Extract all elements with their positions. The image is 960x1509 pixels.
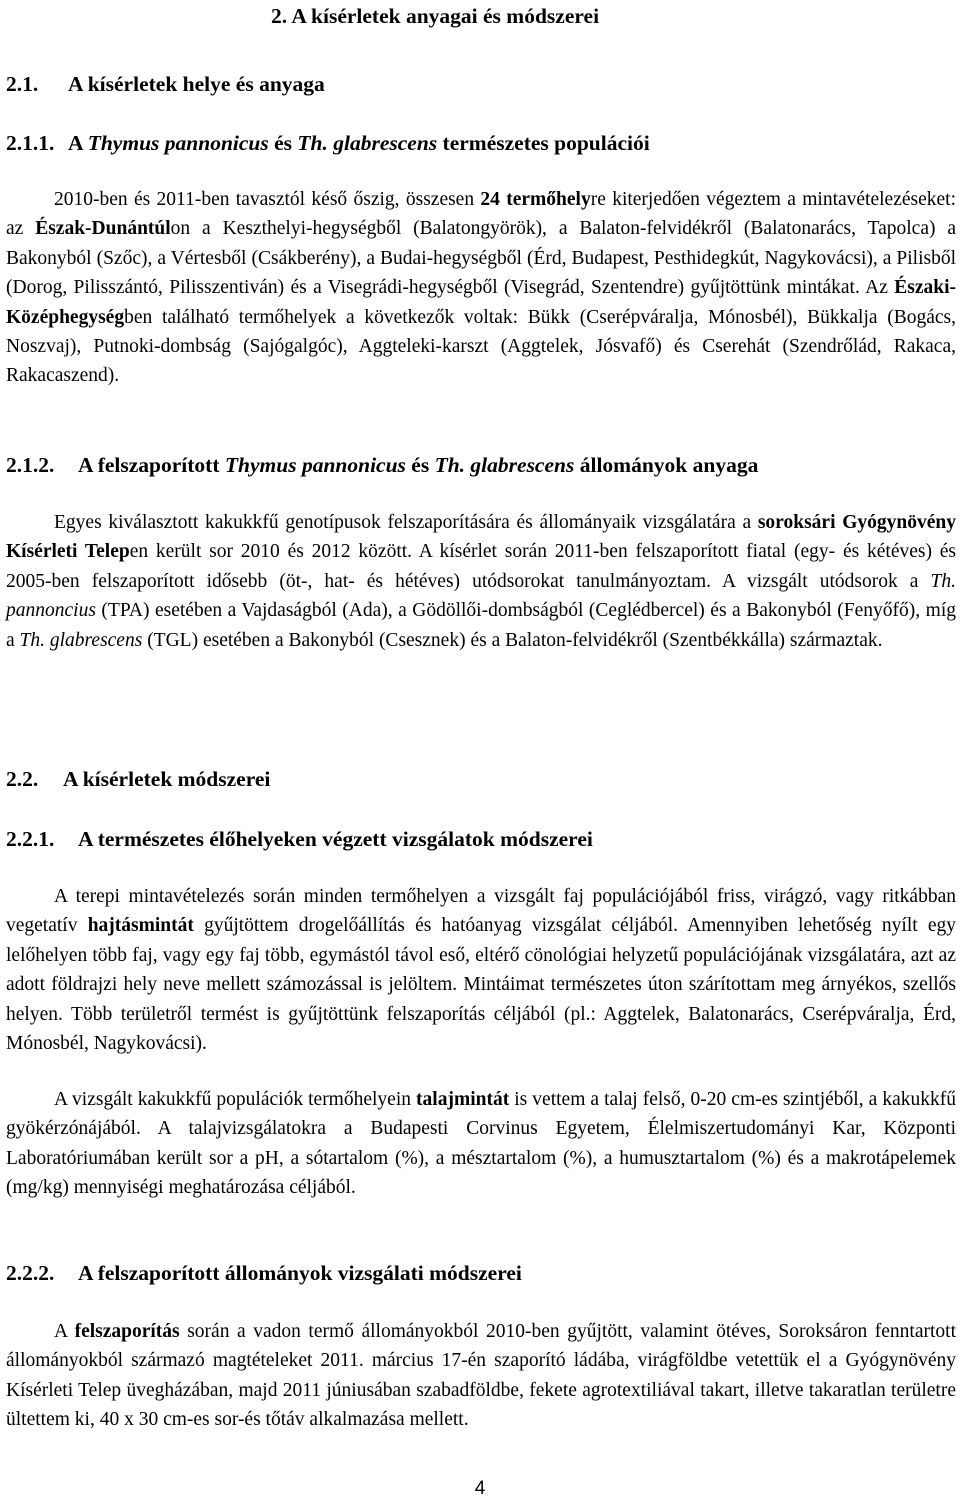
paragraph-propagated-stands: Egyes kiválasztott kakukkfű genotípusok felszaporítására és állományaik vizsgálatára a soroksári Gyógynövény Kísérleti Telepen került sor 2010 és 2012 között. A kísérlet során 2011-ben felszaporított fiatal (egy- és kétéves) és 2005-ben felszaporított idősebb (öt-, hat- és hétéves) utódsorokat tanulmányoztam. A vizsgált utódsorok a Th. pannoncius (TPA) esetében a Vajdaságból (Ada), a Gödöllői-dombságból (Ceglédbercel) és a Bakonyból (Fenyőfő), míg a Th. glabrescens (TGL) esetében a Bakonyból (Csesznek) és a Balaton-felvidékről (Szentbékkálla) származtak. <box>6 512 956 651</box>
heading-text: A <box>68 131 88 155</box>
section-number: 2.1.1. <box>6 131 55 155</box>
section-heading-2-1 <box>6 70 325 98</box>
heading-text: és <box>405 453 435 477</box>
heading-text: A felszaporított <box>78 453 225 477</box>
section-heading-2-2 <box>6 765 270 793</box>
heading-species-name: Thymus pannonicus <box>87 131 269 155</box>
heading-species-name: Th. glabrescens <box>297 131 438 155</box>
heading-species-name: Th. glabrescens <box>434 453 575 477</box>
paragraph-soil-sampling: A vizsgált kakukkfű populációk termőhelyein talajmintát is vettem a talaj felső, 0-20 cm-es szintjéből, a kakukkfű gyökérzónájából. A talajvizsgálatokra a Budapesti Corvinus Egyetem, Élelmiszertudományi Kar, Központi Laboratóriumában került sor a pH, a sótartalom (%), a mésztartalom (%), a humusztartalom (%) és a makrotápelemek (mg/kg) mennyiségi meghatározása céljából. <box>6 1089 956 1199</box>
heading-text: állományok anyaga <box>574 453 759 477</box>
heading-species-name: Thymus pannonicus <box>224 453 406 477</box>
heading-text: természetes populációi <box>437 131 650 155</box>
paragraph-field-sampling: A terepi mintavételezés során minden termőhelyen a vizsgált faj populációjából friss, virágzó, vagy ritkábban vegetatív hajtásmintát gyűjtöttem drogelőállítás és hatóanyag vizsgálat céljából. Amennyiben lehetőség nyílt egy lelőhelyen több faj, vagy egy faj több, egymástól távol eső, eltérő cönológiai helyzetű populációjának vizsgálatára, azt az adott földrajzi hely neve mellett számozással is jelöltem. Mintáimat természetes úton szárítottam meg árnyékos, szellős helyen. Több területről termést is gyűjtöttünk felszaporítás céljából (pl.: Aggtelek, Balatonarács, Cserépváralja, Érd, Mónosbél, Nagykovácsi). <box>6 886 957 1055</box>
subsection-heading-2-1-1 <box>6 129 650 157</box>
section-number: 2.1. <box>6 72 39 96</box>
subsection-heading-2-2-2 <box>6 1259 522 1287</box>
section-title: A természetes élőhelyeken végzett vizsgálatok módszerei <box>78 827 593 851</box>
page-number: 4 <box>474 1478 486 1499</box>
section-number: 2.1.2. <box>6 453 55 477</box>
subsection-heading-2-2-1 <box>6 825 593 853</box>
section-number: 2.2.2. <box>6 1261 55 1285</box>
paragraph-natural-populations: 2010-ben és 2011-ben tavasztól késő őszig, összesen 24 termőhelyre kiterjedően végeztem a mintavételezéseket: az Észak-Dunántúlon a Keszthelyi-hegységből (Balatongyörök), a Balaton-felvidékről (Balatonarács, Tapolca) a Bakonyból (Szőc), a Vértesből (Csákberény), a Budai-hegységből (Érd, Budapest, Pesthidegkút, Nagykovácsi), a Pilisből (Dorog, Pilisszántó, Pilisszentiván) és a Visegrádi-hegységből (Visegrád, Szentendre) gyűjtöttünk mintákat. Az Északi-Középhegységben található termőhelyek a következők voltak: Bükk (Cserépváralja, Mónosbél), Bükkalja (Bogács, Noszvaj), Putnoki-dombság (Sajógalgóc), Aggteleki-karszt (Aggtelek, Jósvafő) és Cserehát (Szendrőlád, Rakaca, Rakacaszend). <box>6 189 957 387</box>
section-title: A kísérletek módszerei <box>63 767 271 791</box>
subsection-heading-2-1-2 <box>6 451 758 479</box>
heading-text: és <box>268 131 298 155</box>
section-title: A felszaporított állományok vizsgálati módszerei <box>78 1261 522 1285</box>
section-title: A kísérletek helye és anyaga <box>68 72 325 96</box>
chapter-heading: 2. A kísérletek anyagai és módszerei <box>271 4 600 28</box>
section-number: 2.2. <box>6 767 39 791</box>
section-number: 2.2.1. <box>6 827 55 851</box>
paragraph-propagation-methods: A felszaporítás során a vadon termő állományokból 2010-ben gyűjtött, valamint ötéves, Soroksáron fenntartott állományokból származó magtételeket 2011. március 17-én szaporító ládába, virágföldbe vetettük el a Gyógynövény Kísérleti Telep üvegházában, majd 2011 júniusában szabadföldbe, fekete agrotextiliával takart, illetve takaratlan területre ültettem ki, 40 x 30 cm-es sor-és tőtáv alkalmazása mellett. <box>6 1321 956 1431</box>
